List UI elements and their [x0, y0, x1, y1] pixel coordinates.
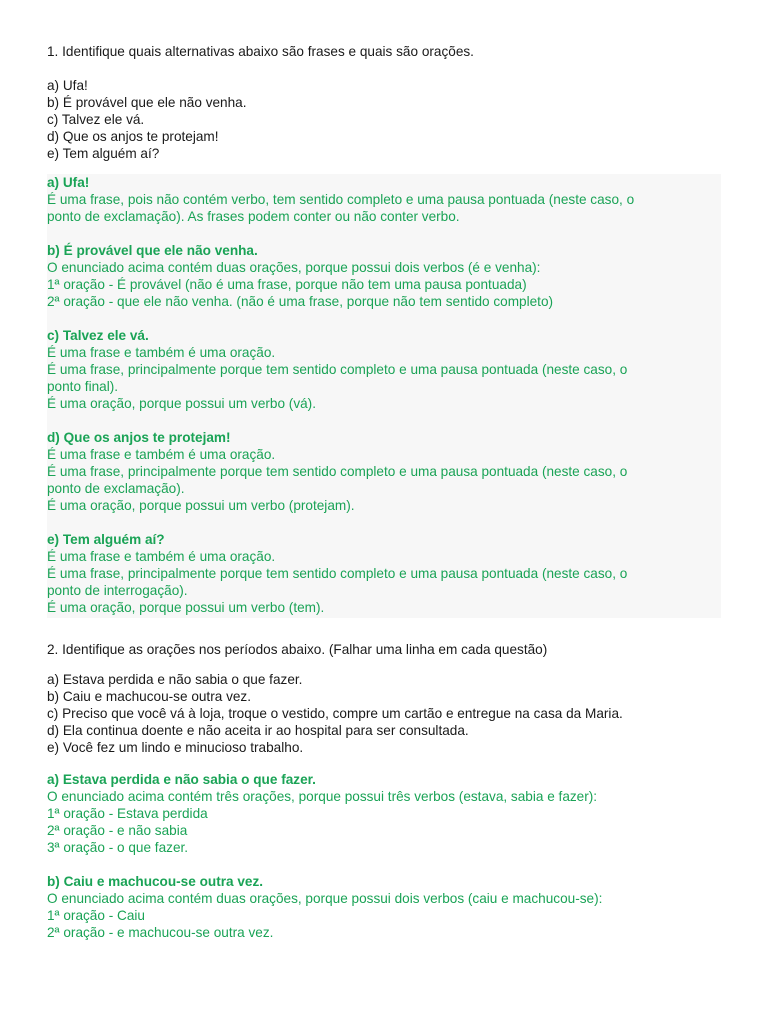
q1-option-c: c) Talvez ele vá. — [47, 112, 145, 127]
answer-line: É uma frase e também é uma oração. — [47, 447, 276, 462]
q1-answer-a — [47, 174, 721, 225]
q1-option-a: a) Ufa! — [47, 78, 88, 93]
question-2-answers — [47, 771, 721, 941]
answer-line: O enunciado acima contém duas orações, porque possui dois verbos (caiu e machucou-se): — [47, 891, 603, 906]
answer-line: 2ª oração - e machucou-se outra vez. — [47, 925, 274, 940]
answer-line: 1ª oração - Estava perdida — [47, 806, 208, 821]
answer-line: O enunciado acima contém duas orações, porque possui dois verbos (é e venha): — [47, 260, 541, 275]
question-2-options — [47, 671, 727, 756]
answer-title: d) Que os anjos te protejam! — [47, 430, 231, 445]
q2-option-c: c) Preciso que você vá à loja, troque o vestido, compre um cartão e entregue na casa da Maria. — [47, 706, 623, 721]
answer-title: b) Caiu e machucou-se outra vez. — [47, 874, 264, 889]
answer-line: É uma frase, principalmente porque tem sentido completo e uma pausa pontuada (neste caso, o — [47, 566, 628, 581]
answer-line: 1ª oração - Caiu — [47, 908, 145, 923]
q1-option-e: e) Tem alguém aí? — [47, 146, 160, 161]
q2-answer-a — [47, 771, 721, 856]
answer-title: b) É provável que ele não venha. — [47, 243, 258, 258]
answer-line: ponto de interrogação). — [47, 583, 188, 598]
answer-line: O enunciado acima contém três orações, porque possui três verbos (estava, sabia e fazer): — [47, 789, 598, 804]
answer-line: É uma frase, principalmente porque tem sentido completo e uma pausa pontuada (neste caso, o — [47, 362, 628, 377]
answer-title: e) Tem alguém aí? — [47, 532, 165, 547]
answer-line: É uma frase, pois não contém verbo, tem sentido completo e uma pausa pontuada (neste caso, o — [47, 192, 635, 207]
q1-answer-c — [47, 327, 721, 412]
answer-line: É uma frase, principalmente porque tem sentido completo e uma pausa pontuada (neste caso, o — [47, 464, 628, 479]
answer-line: 2ª oração - e não sabia — [47, 823, 188, 838]
answer-line: ponto de exclamação). As frases podem conter ou não conter verbo. — [47, 209, 460, 224]
q1-option-b: b) É provável que ele não venha. — [47, 95, 247, 110]
question-2-heading: 2. Identifique as orações nos períodos abaixo. (Falhar uma linha em cada questão) — [47, 642, 548, 657]
answer-line: É uma frase e também é uma oração. — [47, 549, 276, 564]
question-1-options — [47, 77, 727, 162]
q2-option-a: a) Estava perdida e não sabia o que fazer. — [47, 672, 303, 687]
answer-line: É uma frase e também é uma oração. — [47, 345, 276, 360]
answer-title: a) Ufa! — [47, 175, 90, 190]
q1-answer-b — [47, 242, 721, 310]
answer-line: 2ª oração - que ele não venha. (não é uma frase, porque não tem sentido completo) — [47, 294, 554, 309]
answer-title: c) Talvez ele vá. — [47, 328, 149, 343]
q1-option-d: d) Que os anjos te protejam! — [47, 129, 219, 144]
answer-line: ponto de exclamação). — [47, 481, 185, 496]
q1-answer-d — [47, 429, 721, 514]
q1-answer-e — [47, 531, 721, 616]
q2-answer-b — [47, 873, 721, 941]
answer-line: É uma oração, porque possui um verbo (tem). — [47, 600, 325, 615]
answer-line: 1ª oração - É provável (não é uma frase, porque não tem uma pausa pontuada) — [47, 277, 527, 292]
answer-title: a) Estava perdida e não sabia o que fazer. — [47, 772, 316, 787]
question-1-answers — [47, 174, 721, 618]
answer-line: É uma oração, porque possui um verbo (vá). — [47, 396, 316, 411]
answer-line: ponto final). — [47, 379, 119, 394]
q2-option-d: d) Ela continua doente e não aceita ir ao hospital para ser consultada. — [47, 723, 469, 738]
answer-line: 3ª oração - o que fazer. — [47, 840, 189, 855]
question-1-heading: 1. Identifique quais alternativas abaixo são frases e quais são orações. — [47, 44, 474, 59]
answer-line: É uma oração, porque possui um verbo (protejam). — [47, 498, 355, 513]
q2-option-e: e) Você fez um lindo e minucioso trabalho. — [47, 740, 304, 755]
q2-option-b: b) Caiu e machucou-se outra vez. — [47, 689, 252, 704]
